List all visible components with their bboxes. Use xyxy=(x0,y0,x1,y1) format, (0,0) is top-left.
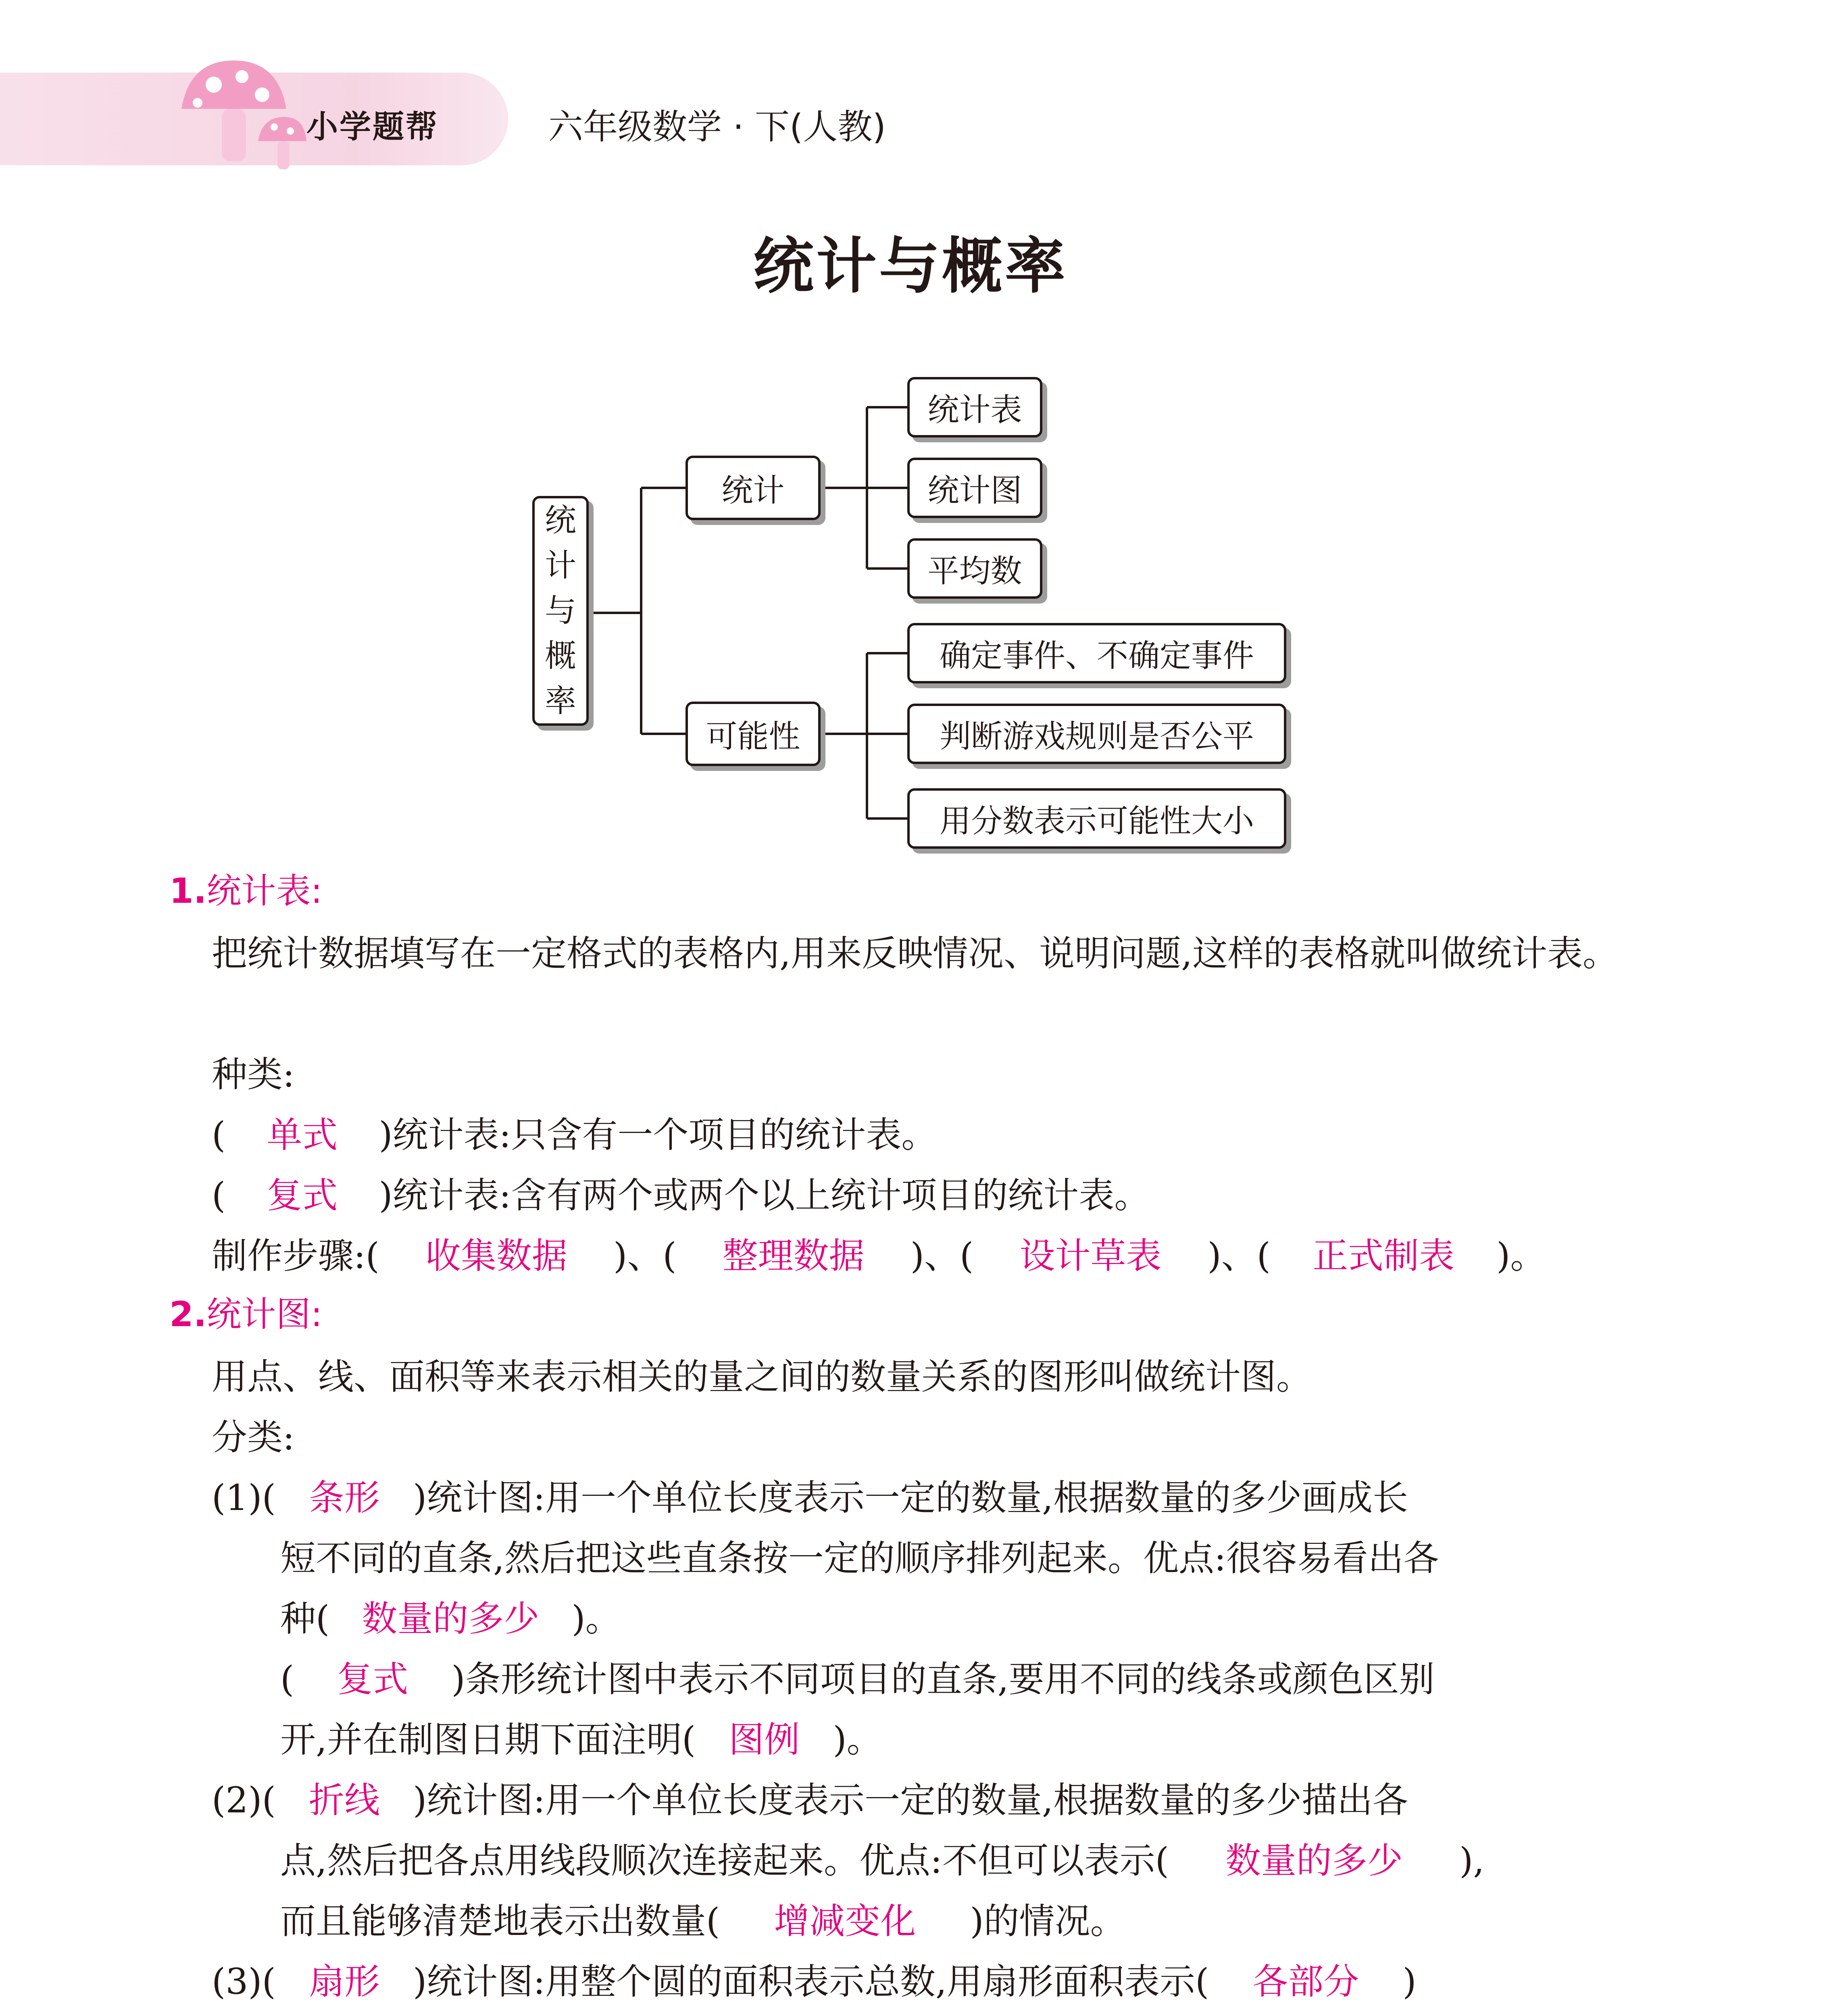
bar-line-3: 种( 数量的多少 )。 xyxy=(280,1589,621,1649)
page-title: 统计与概率 xyxy=(753,231,1068,302)
map-leaf-fraction: 用分数表示可能性大小 xyxy=(907,788,1286,849)
answer-blank: 收集数据 xyxy=(425,1235,567,1277)
map-branch-possibility: 可能性 xyxy=(685,702,821,766)
answer-blank xyxy=(1204,2012,1381,2016)
type-2-text: )统计表:含有两个或两个以上统计项目的统计表。 xyxy=(379,1175,1150,1216)
section-1-definition: 把统计数据填写在一定格式的表格内,用来反映情况、说明问题,这样的表格就叫做统计表。 xyxy=(212,933,1618,974)
pie-chart-line-1: (3)( 扇形 )统计图:用整个圆的面积表示总数,用扇形面积表示( 各部分 ) xyxy=(212,1951,1417,2012)
answer-blank: 折线 xyxy=(308,1779,380,1821)
bar-line-2: 短不同的直条,然后把这些直条按一定的顺序排列起来。优点:很容易看出各 xyxy=(280,1537,1439,1579)
map-root-char: 与 xyxy=(544,593,576,629)
brand-label: 小学题帮 xyxy=(306,109,439,145)
type-2-line: ( 复式 )统计表:含有两个或两个以上统计项目的统计表。 xyxy=(212,1165,1150,1226)
section-title: 统计图: xyxy=(206,1294,323,1335)
types-label: 分类: xyxy=(212,1416,295,1458)
section-2-heading xyxy=(169,1290,323,1339)
map-root-char: 统 xyxy=(544,502,576,539)
compound-bar-line-2: 开,并在制图日期下面注明( 图例 )。 xyxy=(280,1710,882,1770)
type-1-text: )统计表:只含有一个项目的统计表。 xyxy=(379,1114,937,1156)
types-label: 种类: xyxy=(212,1054,295,1095)
section-number: 2. xyxy=(169,1294,207,1335)
line-chart-line-1: (2)( 折线 )统计图:用一个单位长度表示一定的数量,根据数量的多少描出各 xyxy=(212,1770,1408,1831)
steps-line: 制作步骤:( 收集数据 )、( 整理数据 )、( 设计草表 )、( 正式制表 )。 xyxy=(212,1226,1546,1286)
section-1-heading xyxy=(169,867,323,915)
answer-blank: 整理数据 xyxy=(722,1235,865,1277)
answer-blank: 设计草表 xyxy=(1019,1235,1162,1277)
pie-chart-line-2 xyxy=(280,2012,1442,2016)
answer-blank: 复式 xyxy=(267,1175,338,1216)
answer-blank: 扇形 xyxy=(308,1961,380,2002)
section-title: 统计表: xyxy=(206,871,323,911)
map-leaf-events: 确定事件、不确定事件 xyxy=(907,623,1286,683)
answer-blank: 单式 xyxy=(267,1114,338,1156)
book-title: 六年级数学 · 下(人教) xyxy=(548,107,886,147)
map-root-char: 计 xyxy=(544,548,576,584)
answer-blank: 图例 xyxy=(729,1719,800,1760)
type-1-line: ( 单式 )统计表:只含有一个项目的统计表。 xyxy=(212,1105,937,1165)
map-root-char: 概 xyxy=(544,638,576,674)
map-root xyxy=(532,496,589,726)
answer-blank xyxy=(388,2012,521,2016)
map-leaf-fair-game: 判断游戏规则是否公平 xyxy=(907,704,1286,764)
steps-label: 制作步骤:( xyxy=(212,1235,379,1277)
answer-blank: 条形 xyxy=(308,1477,380,1518)
map-leaf-average: 平均数 xyxy=(907,538,1042,599)
map-leaf-table: 统计表 xyxy=(907,377,1042,437)
map-root-char: 率 xyxy=(544,683,576,719)
compound-bar-line-1: ( 复式 )条形统计图中表示不同项目的直条,要用不同的线条或颜色区别 xyxy=(280,1649,1435,1710)
line-chart-line-2: 点,然后把各点用线段顺次连接起来。优点:不但可以表示( 数量的多少 ), xyxy=(280,1831,1484,1891)
answer-blank: 正式制表 xyxy=(1312,1235,1454,1277)
line-chart-line-3: 而且能够清楚地表示出数量( 增减变化 )的情况。 xyxy=(280,1891,1126,1951)
bar-line-1: (1)( 条形 )统计图:用一个单位长度表示一定的数量,根据数量的多少画成长 xyxy=(212,1468,1408,1528)
section-number: 1. xyxy=(169,871,207,911)
map-leaf-chart: 统计图 xyxy=(907,458,1042,518)
answer-blank: 复式 xyxy=(337,1658,408,1700)
answer-blank: 数量的多少 xyxy=(1225,1840,1403,1881)
map-branch-statistics: 统计 xyxy=(685,456,821,520)
answer-blank: 数量的多少 xyxy=(362,1598,540,1639)
section-2-definition: 用点、线、面积等来表示相关的量之间的数量关系的图形叫做统计图。 xyxy=(212,1356,1312,1397)
answer-blank: 各部分 xyxy=(1252,1961,1359,2002)
answer-blank: 增减变化 xyxy=(774,1900,916,1942)
